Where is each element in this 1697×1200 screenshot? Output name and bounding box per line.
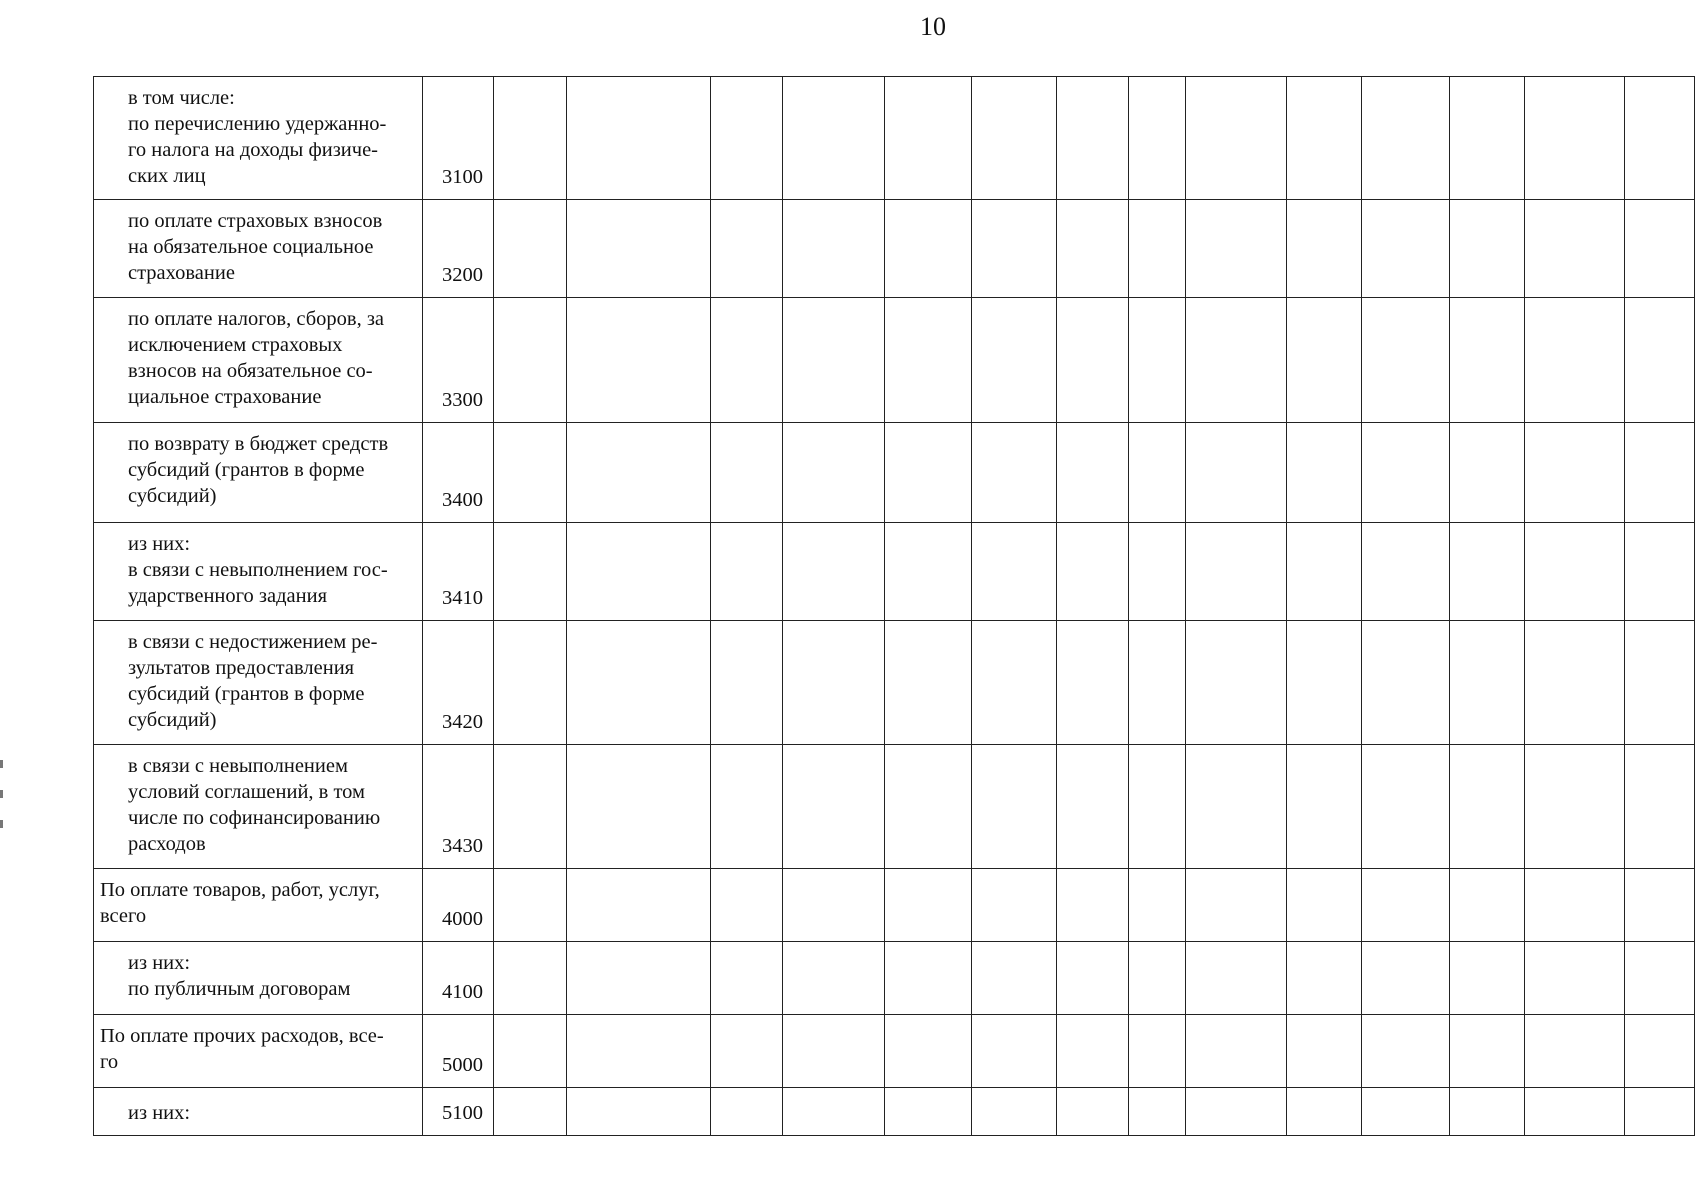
- row-code-cell: 3410: [423, 523, 494, 621]
- row-label-line: го налога на доходы физиче-: [128, 139, 379, 161]
- empty-value-cell: [1625, 298, 1695, 423]
- report-table: [93, 76, 1695, 1136]
- empty-value-cell: [972, 1088, 1057, 1136]
- empty-value-cell: [1525, 523, 1625, 621]
- empty-value-cell: [711, 523, 783, 621]
- row-label-line: го: [100, 1051, 119, 1073]
- empty-value-cell: [1129, 1015, 1186, 1088]
- row-code-cell: 3400: [423, 423, 494, 523]
- empty-value-cell: [1057, 869, 1129, 942]
- empty-value-cell: [711, 77, 783, 200]
- empty-value-cell: [711, 1088, 783, 1136]
- empty-value-cell: [1450, 523, 1525, 621]
- empty-value-cell: [711, 621, 783, 745]
- empty-value-cell: [1525, 745, 1625, 869]
- empty-value-cell: [1057, 523, 1129, 621]
- empty-value-cell: [1450, 200, 1525, 298]
- row-code-cell: 3300: [423, 298, 494, 423]
- table-row: [94, 942, 1695, 1015]
- row-code-cell: 4100: [423, 942, 494, 1015]
- row-label-cell: [94, 1088, 423, 1136]
- scan-mark: [0, 760, 3, 768]
- empty-value-cell: [1625, 745, 1695, 869]
- empty-value-cell: [1525, 77, 1625, 200]
- empty-value-cell: [567, 77, 711, 200]
- empty-value-cell: [1525, 621, 1625, 745]
- empty-value-cell: [1287, 1088, 1362, 1136]
- row-label-line: из них:: [128, 533, 191, 555]
- row-code-cell: 5000: [423, 1015, 494, 1088]
- empty-value-cell: [783, 200, 885, 298]
- row-label-line: условий соглашений, в том: [128, 781, 365, 803]
- empty-value-cell: [783, 942, 885, 1015]
- table-row: [94, 621, 1695, 745]
- empty-value-cell: [885, 942, 972, 1015]
- table-row: [94, 298, 1695, 423]
- empty-value-cell: [1362, 621, 1450, 745]
- table-row: [94, 1015, 1695, 1088]
- empty-value-cell: [885, 869, 972, 942]
- empty-value-cell: [1057, 77, 1129, 200]
- empty-value-cell: [1362, 77, 1450, 200]
- empty-value-cell: [1287, 77, 1362, 200]
- empty-value-cell: [1129, 423, 1186, 523]
- empty-value-cell: [1186, 523, 1287, 621]
- empty-value-cell: [1186, 423, 1287, 523]
- empty-value-cell: [783, 869, 885, 942]
- empty-value-cell: [1362, 1015, 1450, 1088]
- empty-value-cell: [1057, 1088, 1129, 1136]
- row-label-cell: [94, 869, 423, 942]
- row-label-cell: [94, 423, 423, 523]
- empty-value-cell: [1287, 869, 1362, 942]
- empty-value-cell: [1057, 745, 1129, 869]
- row-label-cell: [94, 523, 423, 621]
- empty-value-cell: [972, 942, 1057, 1015]
- empty-value-cell: [1362, 523, 1450, 621]
- table-row: [94, 77, 1695, 200]
- empty-value-cell: [1525, 869, 1625, 942]
- empty-value-cell: [711, 423, 783, 523]
- empty-value-cell: [1186, 200, 1287, 298]
- report-table-body: [94, 77, 1695, 1136]
- scan-mark: [0, 790, 3, 798]
- empty-value-cell: [1186, 1088, 1287, 1136]
- row-code-cell: 4000: [423, 869, 494, 942]
- row-label-cell: [94, 298, 423, 423]
- empty-value-cell: [783, 77, 885, 200]
- row-label-cell: [94, 1015, 423, 1088]
- empty-value-cell: [1287, 1015, 1362, 1088]
- empty-value-cell: [1450, 942, 1525, 1015]
- empty-value-cell: [1287, 621, 1362, 745]
- row-label-cell: [94, 942, 423, 1015]
- empty-value-cell: [1450, 423, 1525, 523]
- empty-value-cell: [711, 745, 783, 869]
- row-label-line: из них:: [128, 952, 191, 974]
- empty-value-cell: [1129, 298, 1186, 423]
- empty-value-cell: [494, 200, 567, 298]
- scan-edge-marks: [0, 760, 4, 870]
- empty-value-cell: [1186, 621, 1287, 745]
- empty-value-cell: [1362, 200, 1450, 298]
- empty-value-cell: [783, 1015, 885, 1088]
- empty-value-cell: [567, 942, 711, 1015]
- row-label-line: ударственного задания: [128, 585, 328, 607]
- row-label-line: субсидий (грантов в форме: [128, 459, 365, 481]
- empty-value-cell: [783, 523, 885, 621]
- empty-value-cell: [972, 745, 1057, 869]
- empty-value-cell: [1186, 869, 1287, 942]
- row-label-line: зультатов предоставления: [128, 657, 355, 679]
- empty-value-cell: [567, 621, 711, 745]
- empty-value-cell: [567, 200, 711, 298]
- table-row: [94, 745, 1695, 869]
- empty-value-cell: [885, 1015, 972, 1088]
- empty-value-cell: [1129, 745, 1186, 869]
- row-label-line: в связи с недостижением ре-: [128, 631, 378, 653]
- empty-value-cell: [494, 77, 567, 200]
- row-code-cell: 5100: [423, 1088, 494, 1136]
- empty-value-cell: [885, 77, 972, 200]
- empty-value-cell: [972, 869, 1057, 942]
- row-label-cell: [94, 200, 423, 298]
- empty-value-cell: [1287, 298, 1362, 423]
- empty-value-cell: [494, 523, 567, 621]
- empty-value-cell: [1287, 423, 1362, 523]
- empty-value-cell: [1129, 1088, 1186, 1136]
- row-code-cell: 3100: [423, 77, 494, 200]
- empty-value-cell: [1186, 745, 1287, 869]
- empty-value-cell: [494, 1015, 567, 1088]
- scan-mark: [0, 820, 3, 828]
- table-row: [94, 869, 1695, 942]
- empty-value-cell: [885, 200, 972, 298]
- row-label-line: по публичным договорам: [128, 978, 351, 1000]
- empty-value-cell: [1450, 745, 1525, 869]
- empty-value-cell: [1450, 298, 1525, 423]
- row-label-line: на обязательное социальное: [128, 236, 374, 258]
- row-label-line: циальное страхование: [128, 386, 322, 408]
- row-label-cell: [94, 621, 423, 745]
- empty-value-cell: [972, 77, 1057, 200]
- empty-value-cell: [567, 423, 711, 523]
- empty-value-cell: [1129, 621, 1186, 745]
- row-label-line: страхование: [128, 262, 235, 284]
- empty-value-cell: [972, 200, 1057, 298]
- empty-value-cell: [1186, 1015, 1287, 1088]
- row-label-line: По оплате товаров, работ, услуг,: [100, 879, 380, 901]
- table-row: [94, 1088, 1695, 1136]
- empty-value-cell: [885, 745, 972, 869]
- empty-value-cell: [567, 523, 711, 621]
- empty-value-cell: [972, 523, 1057, 621]
- row-label-line: по возврату в бюджет средств: [128, 433, 389, 455]
- table-row: [94, 200, 1695, 298]
- empty-value-cell: [972, 423, 1057, 523]
- empty-value-cell: [1129, 869, 1186, 942]
- empty-value-cell: [972, 621, 1057, 745]
- empty-value-cell: [1625, 77, 1695, 200]
- empty-value-cell: [1287, 745, 1362, 869]
- empty-value-cell: [1287, 942, 1362, 1015]
- empty-value-cell: [494, 942, 567, 1015]
- empty-value-cell: [1129, 200, 1186, 298]
- row-label-line: по оплате налогов, сборов, за: [128, 308, 385, 330]
- empty-value-cell: [1362, 298, 1450, 423]
- empty-value-cell: [711, 298, 783, 423]
- row-label-line: По оплате прочих расходов, все-: [100, 1025, 384, 1047]
- row-code-cell: 3200: [423, 200, 494, 298]
- empty-value-cell: [711, 1015, 783, 1088]
- empty-value-cell: [567, 1088, 711, 1136]
- empty-value-cell: [567, 745, 711, 869]
- empty-value-cell: [1525, 942, 1625, 1015]
- empty-value-cell: [711, 869, 783, 942]
- empty-value-cell: [1362, 423, 1450, 523]
- row-label-line: субсидий): [128, 485, 217, 507]
- empty-value-cell: [1625, 1015, 1695, 1088]
- empty-value-cell: [1625, 621, 1695, 745]
- empty-value-cell: [783, 745, 885, 869]
- empty-value-cell: [1057, 621, 1129, 745]
- row-label-line: ских лиц: [128, 165, 206, 187]
- row-label-line: по перечислению удержанно-: [128, 113, 387, 135]
- row-label-line: в связи с невыполнением: [128, 755, 348, 777]
- empty-value-cell: [1057, 298, 1129, 423]
- empty-value-cell: [567, 1015, 711, 1088]
- empty-value-cell: [1129, 942, 1186, 1015]
- empty-value-cell: [1450, 77, 1525, 200]
- empty-value-cell: [494, 1088, 567, 1136]
- empty-value-cell: [1625, 200, 1695, 298]
- empty-value-cell: [494, 621, 567, 745]
- row-code-cell: 3420: [423, 621, 494, 745]
- empty-value-cell: [1057, 1015, 1129, 1088]
- row-label-line: из них:: [128, 1102, 191, 1124]
- empty-value-cell: [1057, 423, 1129, 523]
- row-label-cell: [94, 745, 423, 869]
- empty-value-cell: [494, 869, 567, 942]
- empty-value-cell: [1362, 869, 1450, 942]
- row-label-line: по оплате страховых взносов: [128, 210, 383, 232]
- empty-value-cell: [783, 621, 885, 745]
- empty-value-cell: [1625, 523, 1695, 621]
- empty-value-cell: [783, 1088, 885, 1136]
- empty-value-cell: [1450, 1015, 1525, 1088]
- empty-value-cell: [783, 298, 885, 423]
- empty-value-cell: [1450, 869, 1525, 942]
- empty-value-cell: [1186, 942, 1287, 1015]
- row-label-line: всего: [100, 905, 147, 927]
- empty-value-cell: [1287, 200, 1362, 298]
- row-label-line: исключением страховых: [128, 334, 343, 356]
- empty-value-cell: [885, 523, 972, 621]
- empty-value-cell: [567, 869, 711, 942]
- page-number: 10: [920, 12, 946, 41]
- empty-value-cell: [1057, 200, 1129, 298]
- row-label-line: в том числе:: [128, 87, 235, 109]
- empty-value-cell: [1287, 523, 1362, 621]
- empty-value-cell: [567, 298, 711, 423]
- empty-value-cell: [972, 298, 1057, 423]
- empty-value-cell: [1129, 523, 1186, 621]
- empty-value-cell: [1625, 869, 1695, 942]
- empty-value-cell: [1186, 298, 1287, 423]
- empty-value-cell: [1362, 942, 1450, 1015]
- empty-value-cell: [1129, 77, 1186, 200]
- empty-value-cell: [1525, 1015, 1625, 1088]
- empty-value-cell: [494, 745, 567, 869]
- empty-value-cell: [1525, 1088, 1625, 1136]
- empty-value-cell: [1362, 745, 1450, 869]
- empty-value-cell: [1362, 1088, 1450, 1136]
- row-label-line: числе по софинансированию: [128, 807, 381, 829]
- row-label-line: субсидий (грантов в форме: [128, 683, 365, 705]
- empty-value-cell: [1525, 200, 1625, 298]
- empty-value-cell: [1625, 1088, 1695, 1136]
- empty-value-cell: [783, 423, 885, 523]
- row-label-line: субсидий): [128, 709, 217, 731]
- row-label-line: в связи с невыполнением гос-: [128, 559, 388, 581]
- empty-value-cell: [1057, 942, 1129, 1015]
- empty-value-cell: [1525, 298, 1625, 423]
- row-label-cell: [94, 77, 423, 200]
- empty-value-cell: [1525, 423, 1625, 523]
- empty-value-cell: [1625, 423, 1695, 523]
- empty-value-cell: [885, 621, 972, 745]
- empty-value-cell: [885, 298, 972, 423]
- empty-value-cell: [885, 423, 972, 523]
- empty-value-cell: [1186, 77, 1287, 200]
- empty-value-cell: [494, 423, 567, 523]
- empty-value-cell: [1625, 942, 1695, 1015]
- row-label-line: взносов на обязательное со-: [128, 360, 373, 382]
- row-code-cell: 3430: [423, 745, 494, 869]
- table-row: [94, 423, 1695, 523]
- empty-value-cell: [885, 1088, 972, 1136]
- empty-value-cell: [711, 942, 783, 1015]
- row-label-line: расходов: [128, 833, 206, 855]
- empty-value-cell: [1450, 621, 1525, 745]
- table-row: [94, 523, 1695, 621]
- empty-value-cell: [972, 1015, 1057, 1088]
- empty-value-cell: [711, 200, 783, 298]
- empty-value-cell: [1450, 1088, 1525, 1136]
- empty-value-cell: [494, 298, 567, 423]
